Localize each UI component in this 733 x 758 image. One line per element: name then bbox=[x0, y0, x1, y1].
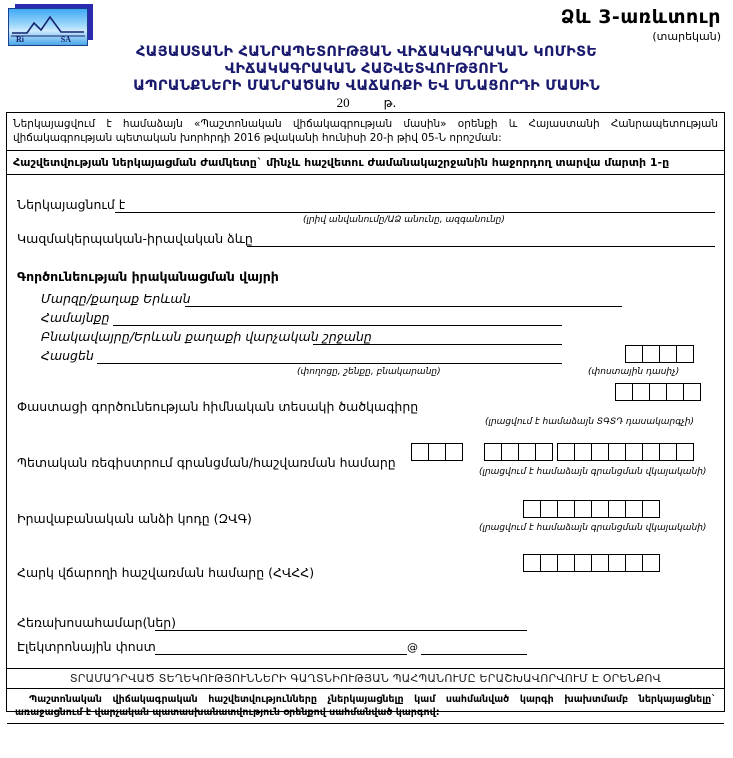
submitted-by-hint: (լրիվ անվանումը/ԱՁ անունը, ազգանունը) bbox=[303, 215, 505, 225]
legal-entity-code-hint: (լրացվում է համաձայն գրանցման վկայականի) bbox=[479, 523, 707, 533]
character-cell[interactable] bbox=[625, 443, 643, 461]
statistical-committee-logo bbox=[8, 4, 93, 44]
character-cell[interactable] bbox=[591, 554, 609, 572]
address-input[interactable] bbox=[97, 363, 562, 364]
state-reg-cells-group2[interactable] bbox=[484, 443, 553, 461]
email-label: Էլեկտրոնային փոստ bbox=[17, 639, 156, 654]
character-cell[interactable] bbox=[535, 443, 553, 461]
character-cell[interactable] bbox=[445, 443, 463, 461]
character-cell[interactable] bbox=[625, 554, 643, 572]
title-line-2: ՎԻՃԱԿԱԳՐԱԿԱՆ ՀԱՇՎԵՏՎՈՒԹՅՈՒՆ bbox=[224, 61, 509, 77]
character-cell[interactable] bbox=[683, 383, 701, 401]
title-line-1: ՀԱՅԱՍՏԱՆԻ ՀԱՆՐԱՊԵՏՈՒԹՅԱՆ ՎԻՃԱԿԱԳՐԱԿԱՆ ԿՈՄԻՏԵ bbox=[135, 44, 598, 60]
main-activity-hint: (լրացվում է համաձայն ՏԳՏԴ դասակարգչի) bbox=[485, 417, 695, 427]
character-cell[interactable] bbox=[608, 443, 626, 461]
form-fields-area bbox=[7, 175, 724, 668]
character-cell[interactable] bbox=[523, 500, 541, 518]
state-reg-cells-group3[interactable] bbox=[557, 443, 694, 461]
year-line bbox=[0, 95, 733, 111]
legal-entity-code-cells[interactable] bbox=[523, 500, 660, 518]
character-cell[interactable] bbox=[659, 443, 677, 461]
character-cell[interactable] bbox=[574, 443, 592, 461]
legal-basis-text: Ներկայացվում է համաձայն «Պաշտոնական վիճակագրության մասին» օրենքի և Հայաստանի Հանրապետության վիճակագրության պետական խորհրդի 2016 թվականի հունիսի 20-ի թիվ 05-Ն որոշման: bbox=[7, 113, 724, 151]
character-cell[interactable] bbox=[557, 554, 575, 572]
submitted-by-label: Ներկայացնում է bbox=[17, 197, 126, 212]
confidentiality-notice: ՏՐԱՄԱԴՐՎԱԾ ՏԵՂԵԿՈՒԹՅՈՒՆՆԵՐԻ ԳԱՂՏՆԻՈՒԹՅԱՆ ՊԱՀՊԱՆՈՒՄԸ ԵՐԱՇԽԱՎՈՐՎՈՒՄ Է ՕՐԵՆՔՈՎ bbox=[7, 668, 724, 689]
submitted-by-input[interactable] bbox=[115, 212, 715, 213]
community-input[interactable] bbox=[113, 325, 562, 326]
settlement-label: Բնակավայրը/Երևան քաղաքի վարչական շրջանը bbox=[41, 329, 372, 344]
postal-index-hint: (փոստային դասիչ) bbox=[588, 367, 680, 377]
logo-left-label: Ri bbox=[16, 35, 24, 44]
title-line-3: ԱՊՐԱՆՔՆԵՐԻ ՄԱՆՐԱԾԱԽ ՎԱՃԱՌՔԻ ԵՎ ՄՆԱՑՈՐԴԻ ՄԱՍԻՆ bbox=[133, 78, 600, 94]
address-label: Հասցեն bbox=[41, 348, 94, 363]
character-cell[interactable] bbox=[591, 443, 609, 461]
logo-plate bbox=[8, 8, 88, 46]
character-cell[interactable] bbox=[574, 500, 592, 518]
character-cell[interactable] bbox=[540, 500, 558, 518]
phone-label: Հեռախոսահամար(ներ) bbox=[17, 615, 177, 630]
character-cell[interactable] bbox=[642, 443, 660, 461]
character-cell[interactable] bbox=[676, 345, 694, 363]
logo-right-label: SA bbox=[60, 35, 71, 44]
form-code: Ձև 3-առևտուր bbox=[560, 6, 721, 28]
state-reg-hint: (լրացվում է համաձայն գրանցման վկայականի) bbox=[479, 467, 707, 477]
submission-deadline-text: Հաշվետվության ներկայացման ժամկետը` մինչև հաշվետու ժամանակաշրջանին հաջորդող տարվա մարտի 1-ը bbox=[7, 151, 724, 175]
region-input[interactable] bbox=[185, 306, 622, 307]
year-prefix: 20 bbox=[336, 95, 350, 110]
form-periodicity: (տարեկան) bbox=[652, 30, 721, 43]
character-cell[interactable] bbox=[557, 443, 575, 461]
character-cell[interactable] bbox=[642, 345, 660, 363]
character-cell[interactable] bbox=[659, 345, 677, 363]
character-cell[interactable] bbox=[615, 383, 633, 401]
character-cell[interactable] bbox=[411, 443, 429, 461]
character-cell[interactable] bbox=[632, 383, 650, 401]
character-cell[interactable] bbox=[625, 345, 643, 363]
document-titles bbox=[0, 44, 733, 95]
character-cell[interactable] bbox=[557, 500, 575, 518]
phone-input[interactable] bbox=[155, 630, 527, 631]
character-cell[interactable] bbox=[523, 554, 541, 572]
legal-entity-code-label: Իրավաբանական անձի կոդը (ԶՎԳ) bbox=[17, 511, 252, 526]
character-cell[interactable] bbox=[676, 443, 694, 461]
email-input-domain[interactable] bbox=[421, 654, 527, 655]
character-cell[interactable] bbox=[642, 500, 660, 518]
character-cell[interactable] bbox=[608, 554, 626, 572]
tax-number-label: Հարկ վճարողի հաշվառման համարը (ՀՎՀՀ) bbox=[17, 565, 315, 580]
legal-form-label: Կազմակերպական-իրավական ձևը bbox=[17, 231, 253, 246]
region-label: Մարզը/քաղաք Երևան bbox=[41, 291, 191, 306]
legal-warning-text: Պաշտոնական վիճակագրական հաշվետվությունները չներկայացնելը կամ սահմանված կարգի խախտմամբ ներկայացնելը` առաջացնում է վարչական պատասխանատվություն օրենքով սահմանված կարգով: bbox=[15, 694, 716, 718]
legal-form-input[interactable] bbox=[247, 246, 715, 247]
character-cell[interactable] bbox=[428, 443, 446, 461]
character-cell[interactable] bbox=[540, 554, 558, 572]
character-cell[interactable] bbox=[666, 383, 684, 401]
character-cell[interactable] bbox=[649, 383, 667, 401]
postal-index-cells[interactable] bbox=[625, 345, 694, 363]
character-cell[interactable] bbox=[642, 554, 660, 572]
activity-place-title: Գործունեության իրականացման վայրի bbox=[17, 269, 279, 284]
character-cell[interactable] bbox=[574, 554, 592, 572]
form-body-box bbox=[6, 112, 725, 718]
character-cell[interactable] bbox=[518, 443, 536, 461]
year-suffix: թ. bbox=[383, 96, 397, 110]
settlement-input[interactable] bbox=[313, 344, 562, 345]
email-at-symbol: @ bbox=[407, 641, 418, 654]
email-input-user[interactable] bbox=[155, 654, 407, 655]
tax-number-cells[interactable] bbox=[523, 554, 660, 572]
main-activity-code-cells[interactable] bbox=[615, 383, 701, 401]
state-registration-label: Պետական ռեգիստրում գրանցման/հաշվառման համարը bbox=[17, 455, 396, 470]
state-reg-cells-group1[interactable] bbox=[411, 443, 463, 461]
character-cell[interactable] bbox=[484, 443, 502, 461]
character-cell[interactable] bbox=[591, 500, 609, 518]
character-cell[interactable] bbox=[625, 500, 643, 518]
community-label: Համայնքը bbox=[41, 310, 110, 325]
form-bottom-spacer bbox=[7, 724, 724, 758]
document-header bbox=[0, 0, 733, 110]
main-activity-label: Փաստացի գործունեության հիմնական տեսակի ծածկագիրը bbox=[17, 399, 419, 414]
address-hint: (փողոցը, շենքը, բնակարանը) bbox=[297, 367, 441, 377]
character-cell[interactable] bbox=[608, 500, 626, 518]
form-code-block bbox=[561, 6, 721, 43]
character-cell[interactable] bbox=[501, 443, 519, 461]
